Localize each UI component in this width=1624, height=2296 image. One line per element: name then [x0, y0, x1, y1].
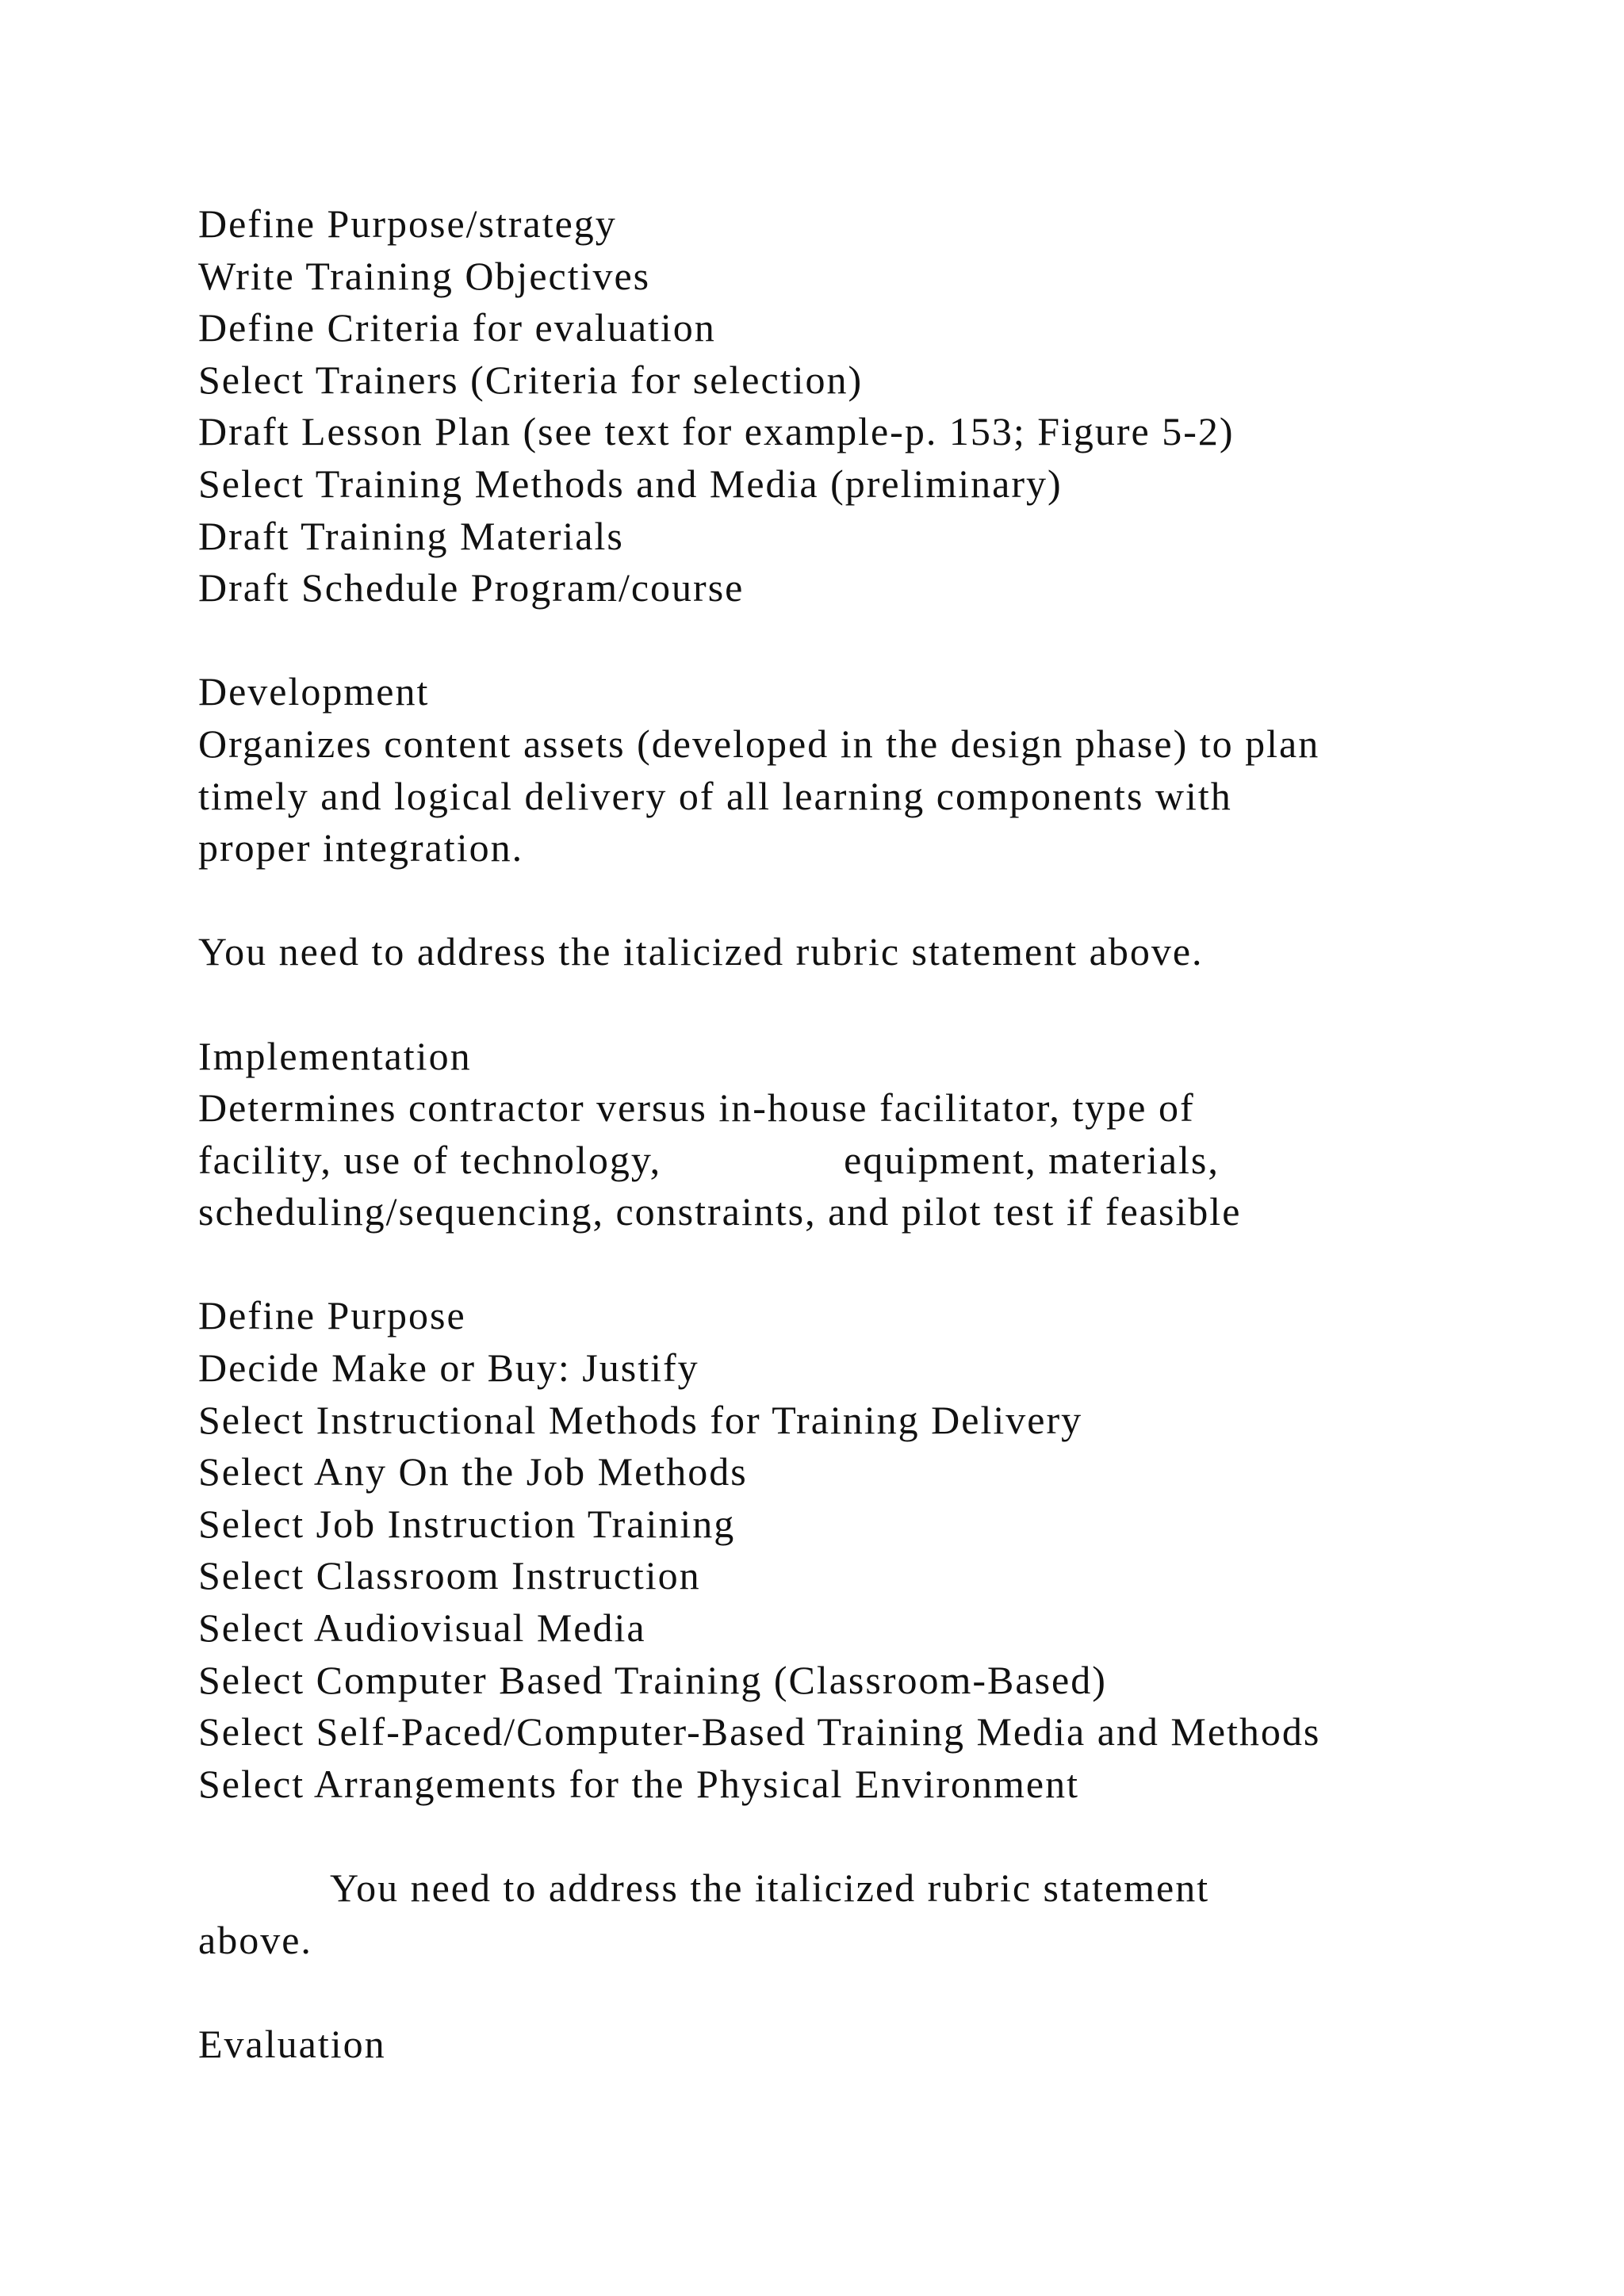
design-steps-list	[198, 198, 1546, 614]
development-heading: Development	[198, 669, 430, 714]
implementation-step: Select Any On the Job Methods	[198, 1449, 748, 1494]
development-description-line: proper integration.	[198, 825, 524, 871]
implementation-description-line	[198, 1135, 1546, 1187]
design-step: Draft Schedule Program/course	[198, 565, 745, 610]
implementation-step: Select Instructional Methods for Training Delivery	[198, 1397, 1083, 1442]
implementation-step: Define Purpose	[198, 1293, 466, 1338]
development-section	[198, 666, 1546, 978]
implementation-line2-part2: equipment, materials,	[844, 1137, 1220, 1182]
implementation-note-line	[198, 1862, 1546, 1915]
design-step: Select Trainers (Criteria for selection)	[198, 357, 864, 402]
design-step: Define Purpose/strategy	[198, 201, 617, 246]
implementation-note	[198, 1862, 1546, 1966]
implementation-step: Select Self-Paced/Computer-Based Training Media and Methods	[198, 1709, 1321, 1755]
spacer	[198, 874, 1546, 927]
implementation-steps-list	[198, 1290, 1546, 1810]
implementation-step: Select Audiovisual Media	[198, 1605, 646, 1651]
development-description-line: timely and logical delivery of all learning components with	[198, 773, 1232, 818]
implementation-step: Select Job Instruction Training	[198, 1501, 736, 1546]
implementation-step: Decide Make or Buy: Justify	[198, 1345, 699, 1391]
spacer	[198, 614, 1546, 667]
development-note: You need to address the italicized rubric statement above.	[198, 929, 1204, 974]
spacer	[198, 1810, 1546, 1862]
spacer	[198, 978, 1546, 1031]
evaluation-section	[198, 2019, 1546, 2071]
implementation-description-line: Determines contractor versus in-house facilitator, type of	[198, 1085, 1195, 1131]
implementation-step: Select Classroom Instruction	[198, 1553, 701, 1598]
implementation-line2-part1: facility, use of technology,	[198, 1137, 662, 1182]
design-step: Define Criteria for evaluation	[198, 305, 716, 350]
implementation-note-text: You need to address the italicized rubric statement	[330, 1866, 1210, 1910]
design-step: Draft Lesson Plan (see text for example-p. 153; Figure 5-2)	[198, 409, 1235, 454]
design-step: Draft Training Materials	[198, 513, 624, 558]
spacer	[198, 1966, 1546, 2019]
design-step: Write Training Objectives	[198, 253, 651, 298]
implementation-note-line: above.	[198, 1917, 312, 1962]
spacer	[198, 1238, 1546, 1291]
implementation-section	[198, 1031, 1546, 1238]
design-step: Select Training Methods and Media (preliminary)	[198, 461, 1063, 506]
development-description-line: Organizes content assets (developed in the design phase) to plan	[198, 721, 1320, 766]
document-body	[198, 198, 1546, 2070]
implementation-step: Select Computer Based Training (Classroom-Based)	[198, 1657, 1107, 1702]
evaluation-heading: Evaluation	[198, 2021, 386, 2066]
implementation-heading: Implementation	[198, 1033, 472, 1078]
implementation-step: Select Arrangements for the Physical Environment	[198, 1761, 1080, 1806]
implementation-description-line: scheduling/sequencing, constraints, and pilot test if feasible	[198, 1189, 1242, 1234]
